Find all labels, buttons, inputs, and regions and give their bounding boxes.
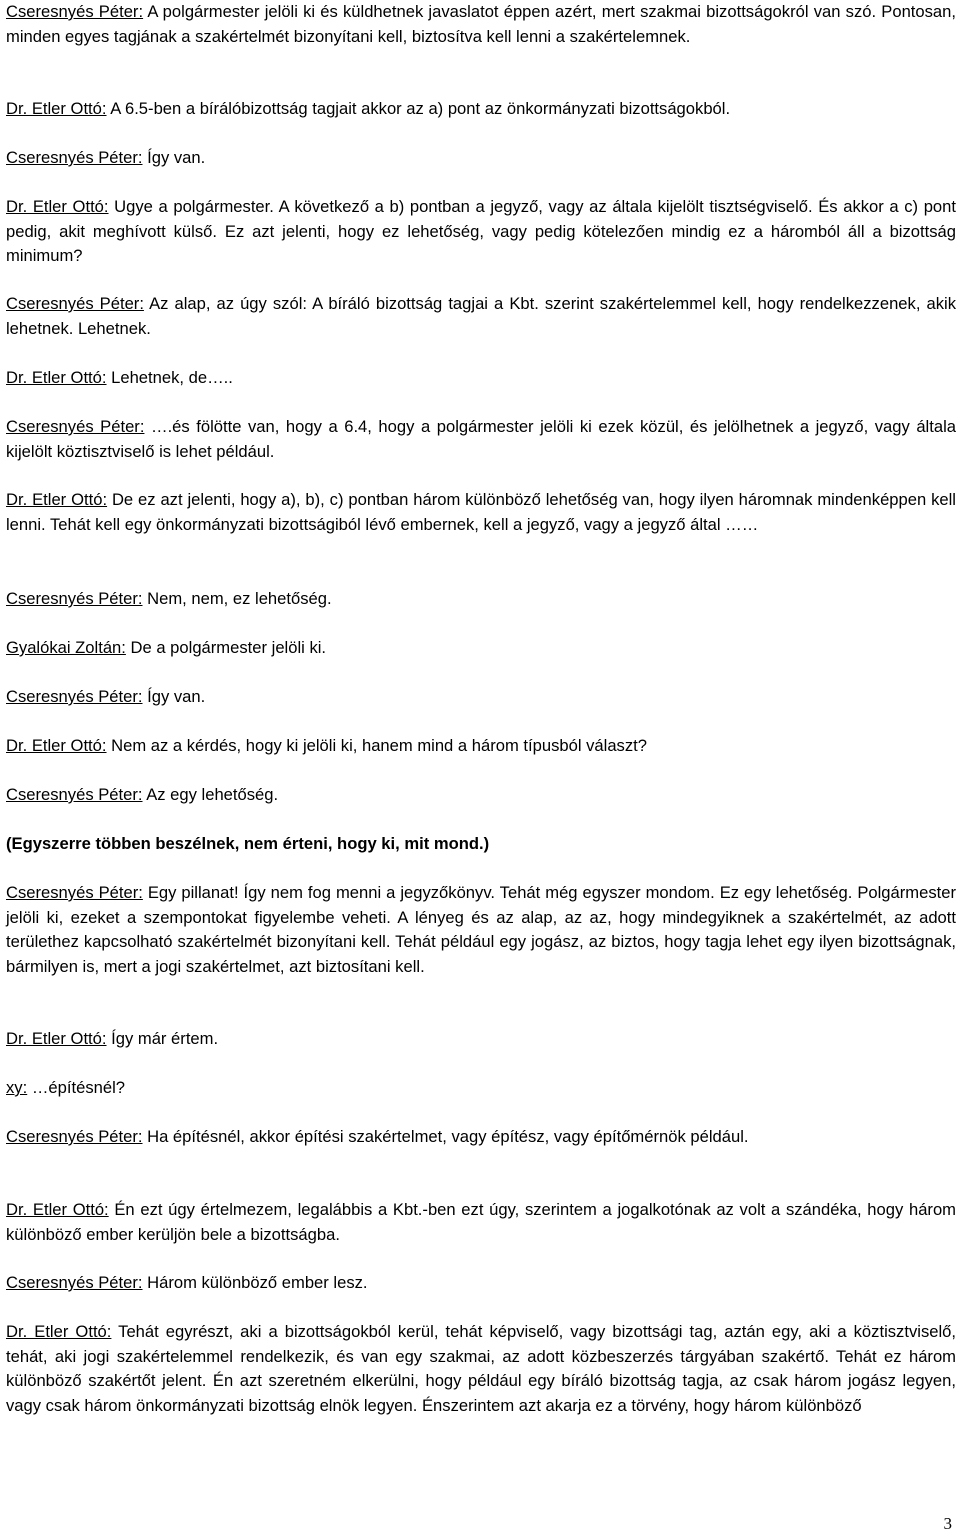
paragraph-text: Így van.: [142, 148, 206, 167]
paragraph-4: [6, 195, 956, 269]
paragraph-3: [6, 146, 956, 171]
speaker-name: Dr. Etler Ottó:: [6, 1200, 109, 1219]
paragraph-text: Így már értem.: [106, 1029, 219, 1048]
paragraph-7: [6, 415, 956, 464]
paragraph-1: [6, 0, 956, 49]
paragraph-8: [6, 488, 956, 537]
page-number: 3: [943, 1514, 952, 1533]
paragraph-13: [6, 783, 956, 808]
paragraph-10: [6, 636, 956, 661]
paragraph-text: Így van.: [142, 687, 206, 706]
paragraph-5: [6, 292, 956, 341]
paragraph-12: [6, 734, 956, 759]
speaker-name: Cseresnyés Péter:: [6, 294, 144, 313]
speaker-name: xy:: [6, 1078, 28, 1097]
paragraph-21: [6, 1320, 956, 1418]
paragraph-text: Nem, nem, ez lehetőség.: [142, 589, 332, 608]
speaker-name: Dr. Etler Ottó:: [6, 368, 107, 387]
paragraph-16: [6, 1027, 956, 1052]
speaker-name: Cseresnyés Péter:: [6, 687, 143, 706]
paragraph-6: [6, 366, 956, 391]
speaker-name: Dr. Etler Ottó:: [6, 736, 107, 755]
paragraph-text: Lehetnek, de…..: [106, 368, 233, 387]
paragraph-17: [6, 1076, 956, 1101]
paragraph-text: Tehát egyrészt, aki a bizottságokból kerül, tehát képviselő, vagy bizottsági tag, aztán egy, aki a köztisztviselő, tehát, aki jogi szakértelemmel rendelkezik, és van egy szakmai, az adott közbeszerzés tárgyában szakértő. Tehát ez három különböző szakértőt jelent. Én azt szeretném elkerülni, hogy például egy bíráló bizottság tagja, az csak három jogász legyen, vagy csak három önkormányzati bizottság elnök legyen. Énszerintem azt akarja ez a törvény, hogy három különböző: [6, 1322, 956, 1415]
speaker-name: Gyalókai Zoltán:: [6, 638, 126, 657]
paragraph-text: Ha építésnél, akkor építési szakértelmet, vagy építész, vagy építőmérnök például.: [142, 1127, 749, 1146]
paragraph-text: Az alap, az úgy szól: A bíráló bizottság tagjai a Kbt. szerint szakértelemmel kell, hogy rendelkezzenek, akik lehetnek. Lehetnek.: [6, 294, 956, 338]
paragraph-18: [6, 1125, 956, 1150]
paragraph-text: A 6.5-ben a bírálóbizottság tagjait akkor az a) pont az önkormányzati bizottságokból.: [106, 99, 731, 118]
paragraph-text: (Egyszerre többen beszélnek, nem érteni, hogy ki, mit mond.): [6, 834, 490, 853]
paragraph-2: [6, 97, 956, 122]
paragraph-text: De ez azt jelenti, hogy a), b), c) pontban három különböző lehetőség van, hogy ilyen háromnak mindenképpen kell lenni. Tehát kell egy önkormányzati bizottságiból lévő embernek, kell a jegyző, vagy a jegyző által ……: [6, 490, 956, 534]
paragraph-text: Három különböző ember lesz.: [142, 1273, 368, 1292]
speaker-name: Cseresnyés Péter:: [6, 785, 143, 804]
paragraph-text: Az egy lehetőség.: [142, 785, 279, 804]
stage-direction: [6, 832, 956, 857]
paragraph-text: A polgármester jelöli ki és küldhetnek javaslatot éppen azért, mert szakmai bizottságokról van szó. Pontosan, minden egyes tagjának a szakértelmét bizonyítani kell, biztosítva kell lenni a szakértelemnek.: [6, 2, 956, 46]
speaker-name: Cseresnyés Péter:: [6, 148, 143, 167]
paragraph-text: …építésnél?: [27, 1078, 125, 1097]
speaker-name: Cseresnyés Péter:: [6, 2, 144, 21]
speaker-name: Dr. Etler Ottó:: [6, 197, 109, 216]
speaker-name: Cseresnyés Péter:: [6, 589, 143, 608]
paragraph-text: Ugye a polgármester. A következő a b) pontban a jegyző, vagy az általa kijelölt tisztségviselő. És akkor a c) pont pedig, akit meghívott külső. Ez azt jelenti, hogy ez lehetőség, vagy pedig kötelezően mindig ez a háromból áll a bizottság minimum?: [6, 197, 956, 265]
speaker-name: Dr. Etler Ottó:: [6, 99, 107, 118]
speaker-name: Cseresnyés Péter:: [6, 1273, 143, 1292]
paragraph-text: Én ezt úgy értelmezem, legalábbis a Kbt.-ben ezt úgy, szerintem a jogalkotónak az volt a szándéka, hogy három különböző ember kerüljön bele a bizottságba.: [6, 1200, 956, 1244]
speaker-name: Cseresnyés Péter:: [6, 1127, 143, 1146]
speaker-name: Cseresnyés Péter:: [6, 883, 143, 902]
paragraph-9: [6, 587, 956, 612]
paragraph-text: ….és fölötte van, hogy a 6.4, hogy a polgármester jelöli ki ezek közül, és jelölhetnek a jegyző, vagy általa kijelölt köztisztviselő is lehet például.: [6, 417, 957, 461]
speaker-name: Dr. Etler Ottó:: [6, 1029, 107, 1048]
paragraph-text: De a polgármester jelöli ki.: [125, 638, 327, 657]
speaker-name: Dr. Etler Ottó:: [6, 1322, 112, 1341]
paragraph-11: [6, 685, 956, 710]
speaker-name: Cseresnyés Péter:: [6, 417, 145, 436]
speaker-name: Dr. Etler Ottó:: [6, 490, 108, 509]
paragraph-20: [6, 1271, 956, 1296]
paragraph-15: [6, 881, 956, 979]
paragraph-text: Nem az a kérdés, hogy ki jelöli ki, hanem mind a három típusból választ?: [106, 736, 647, 755]
paragraph-19: [6, 1198, 956, 1247]
paragraph-text: Egy pillanat! Így nem fog menni a jegyzőkönyv. Tehát még egyszer mondom. Ez egy lehetőség. Polgármester jelöli ki, ezeket a szempontokat figyelembe veheti. A lényeg és az alap, az az, hogy mindegyiknek a szakértelmét, az adott területhez kapcsolható szakértelmét bizonyítani kell. Tehát például egy jogász, az biztos, hogy tagja lehet egy ilyen bizottságnak, bármilyen is, mert a jogi szakértelmet, azt biztosítani kell.: [6, 883, 956, 976]
